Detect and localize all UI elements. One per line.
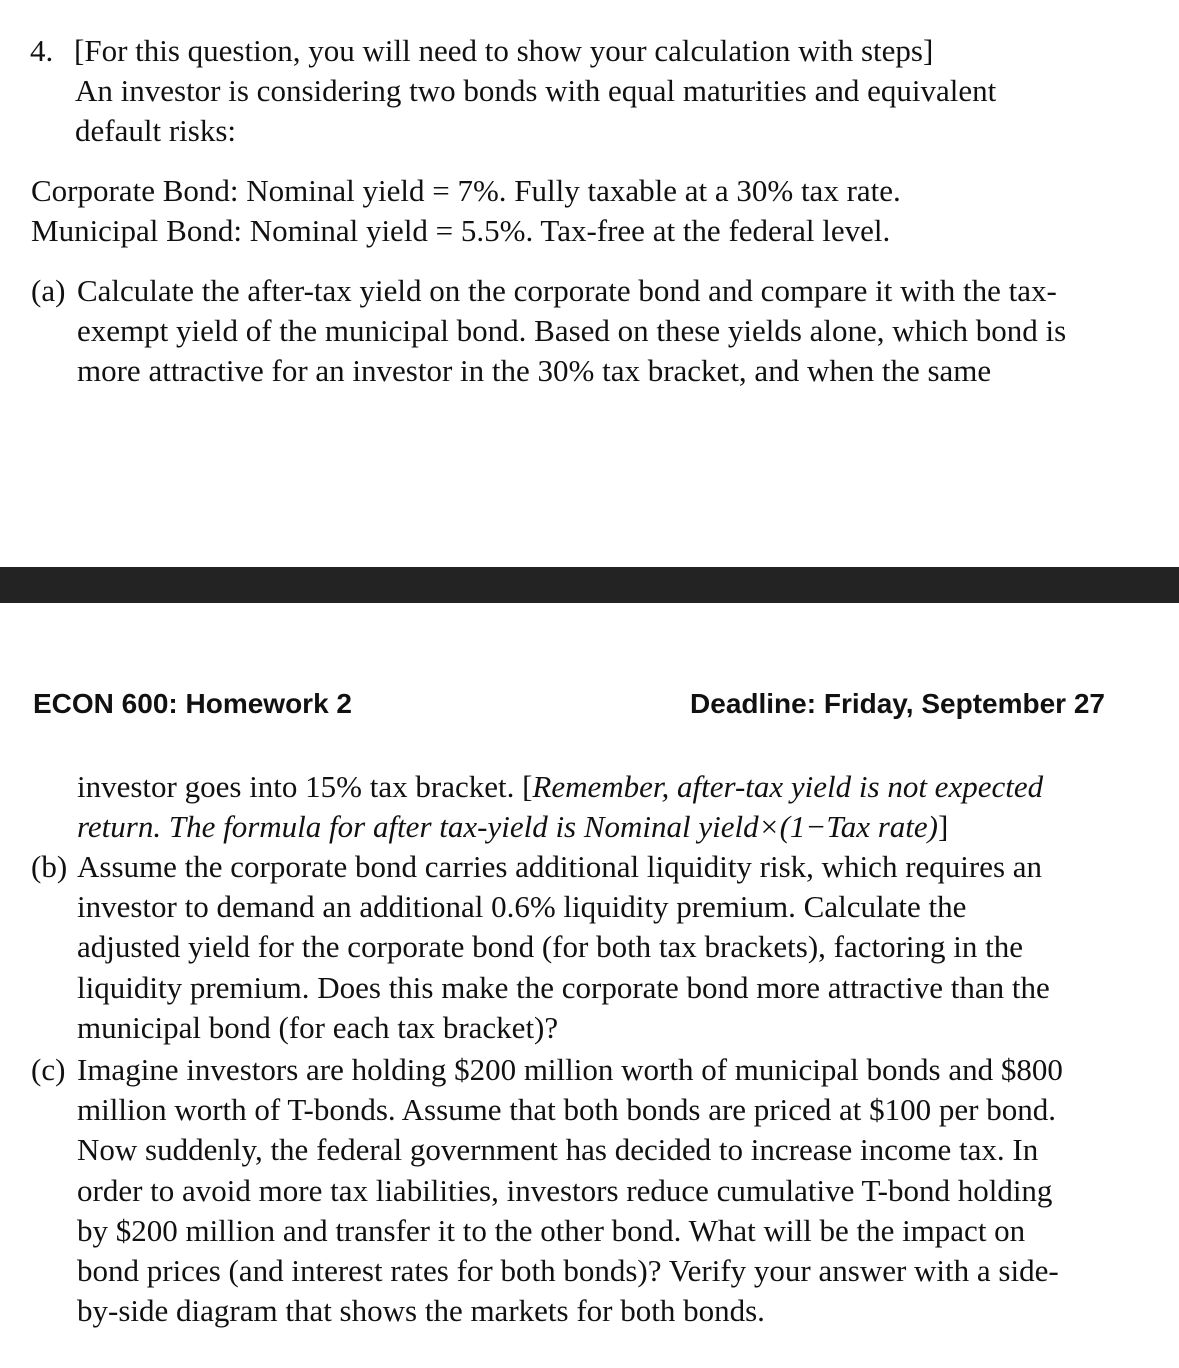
part-c-line: by $200 million and transfer it to the other bond. What will be the impact on (77, 1212, 1026, 1248)
corporate-bond-info: Corporate Bond: Nominal yield = 7%. Fully taxable at a 30% tax rate. (31, 173, 901, 208)
page-break-bar (0, 567, 1179, 603)
question-intro (75, 71, 1155, 151)
part-a-line: exempt yield of the municipal bond. Based on these yields alone, which bond is (77, 313, 1067, 349)
part-b-label: (b) (31, 849, 68, 884)
part-a-plain-text: investor goes into 15% tax bracket. [ (77, 769, 533, 804)
part-a-formula-line (77, 807, 1157, 847)
part-a-remember-note: Remember, after-tax yield is not expected (532, 769, 1044, 804)
part-c-line: bond prices (and interest rates for both bonds)? Verify your answer with a side- (77, 1253, 1059, 1289)
question-heading-text: [For this question, you will need to show your calculation with steps] (74, 33, 934, 68)
part-b-text (77, 847, 1157, 1048)
intro-line: An investor is considering two bonds with equal maturities and equivalent (75, 73, 997, 108)
question-heading (30, 31, 1150, 71)
part-b-line: liquidity premium. Does this make the corporate bond more attractive than the (77, 969, 1050, 1005)
part-a-line: Calculate the after-tax yield on the corporate bond and compare it with the tax- (77, 273, 1057, 308)
municipal-bond-info: Municipal Bond: Nominal yield = 5.5%. Tax-free at the federal level. (31, 213, 891, 248)
part-a-line: more attractive for an investor in the 30% tax bracket, and when the same (77, 353, 992, 389)
question-number: 4. (30, 33, 54, 68)
part-a-text-page1 (77, 271, 1157, 392)
intro-line: default risks: (75, 113, 236, 149)
deadline: Deadline: Friday, September 27 (690, 688, 1105, 719)
course-title: ECON 600: Homework 2 (33, 688, 352, 719)
part-c-label: (c) (31, 1052, 66, 1087)
part-b-line: municipal bond (for each tax bracket)? (77, 1009, 559, 1045)
part-c-line: million worth of T-bonds. Assume that both bonds are priced at $100 per bond. (77, 1092, 1056, 1128)
part-c-text (77, 1050, 1157, 1331)
after-tax-yield-formula: return. The formula for after tax-yield is Nominal yield×(1−Tax rate) (77, 809, 938, 845)
part-c-line: Now suddenly, the federal government has decided to increase income tax. In (77, 1132, 1039, 1168)
page-one-fragment (0, 0, 1179, 567)
part-a-continuation-line (77, 767, 1157, 807)
part-c-line: by-side diagram that shows the markets for both bonds. (77, 1293, 765, 1329)
part-b-line: adjusted yield for the corporate bond (for both tax brackets), factoring in the (77, 929, 1024, 965)
part-a-label: (a) (31, 273, 66, 308)
page-header (33, 686, 1105, 722)
part-b-line: investor to demand an additional 0.6% liquidity premium. Calculate the (77, 889, 967, 925)
part-a-text-page2 (77, 767, 1157, 847)
part-c-line: Imagine investors are holding $200 million worth of municipal bonds and $800 (77, 1052, 1063, 1087)
part-b-line: Assume the corporate bond carries additional liquidity risk, which requires an (77, 849, 1043, 884)
part-c-line: order to avoid more tax liabilities, investors reduce cumulative T-bond holding (77, 1172, 1053, 1208)
closing-bracket: ] (937, 809, 949, 845)
